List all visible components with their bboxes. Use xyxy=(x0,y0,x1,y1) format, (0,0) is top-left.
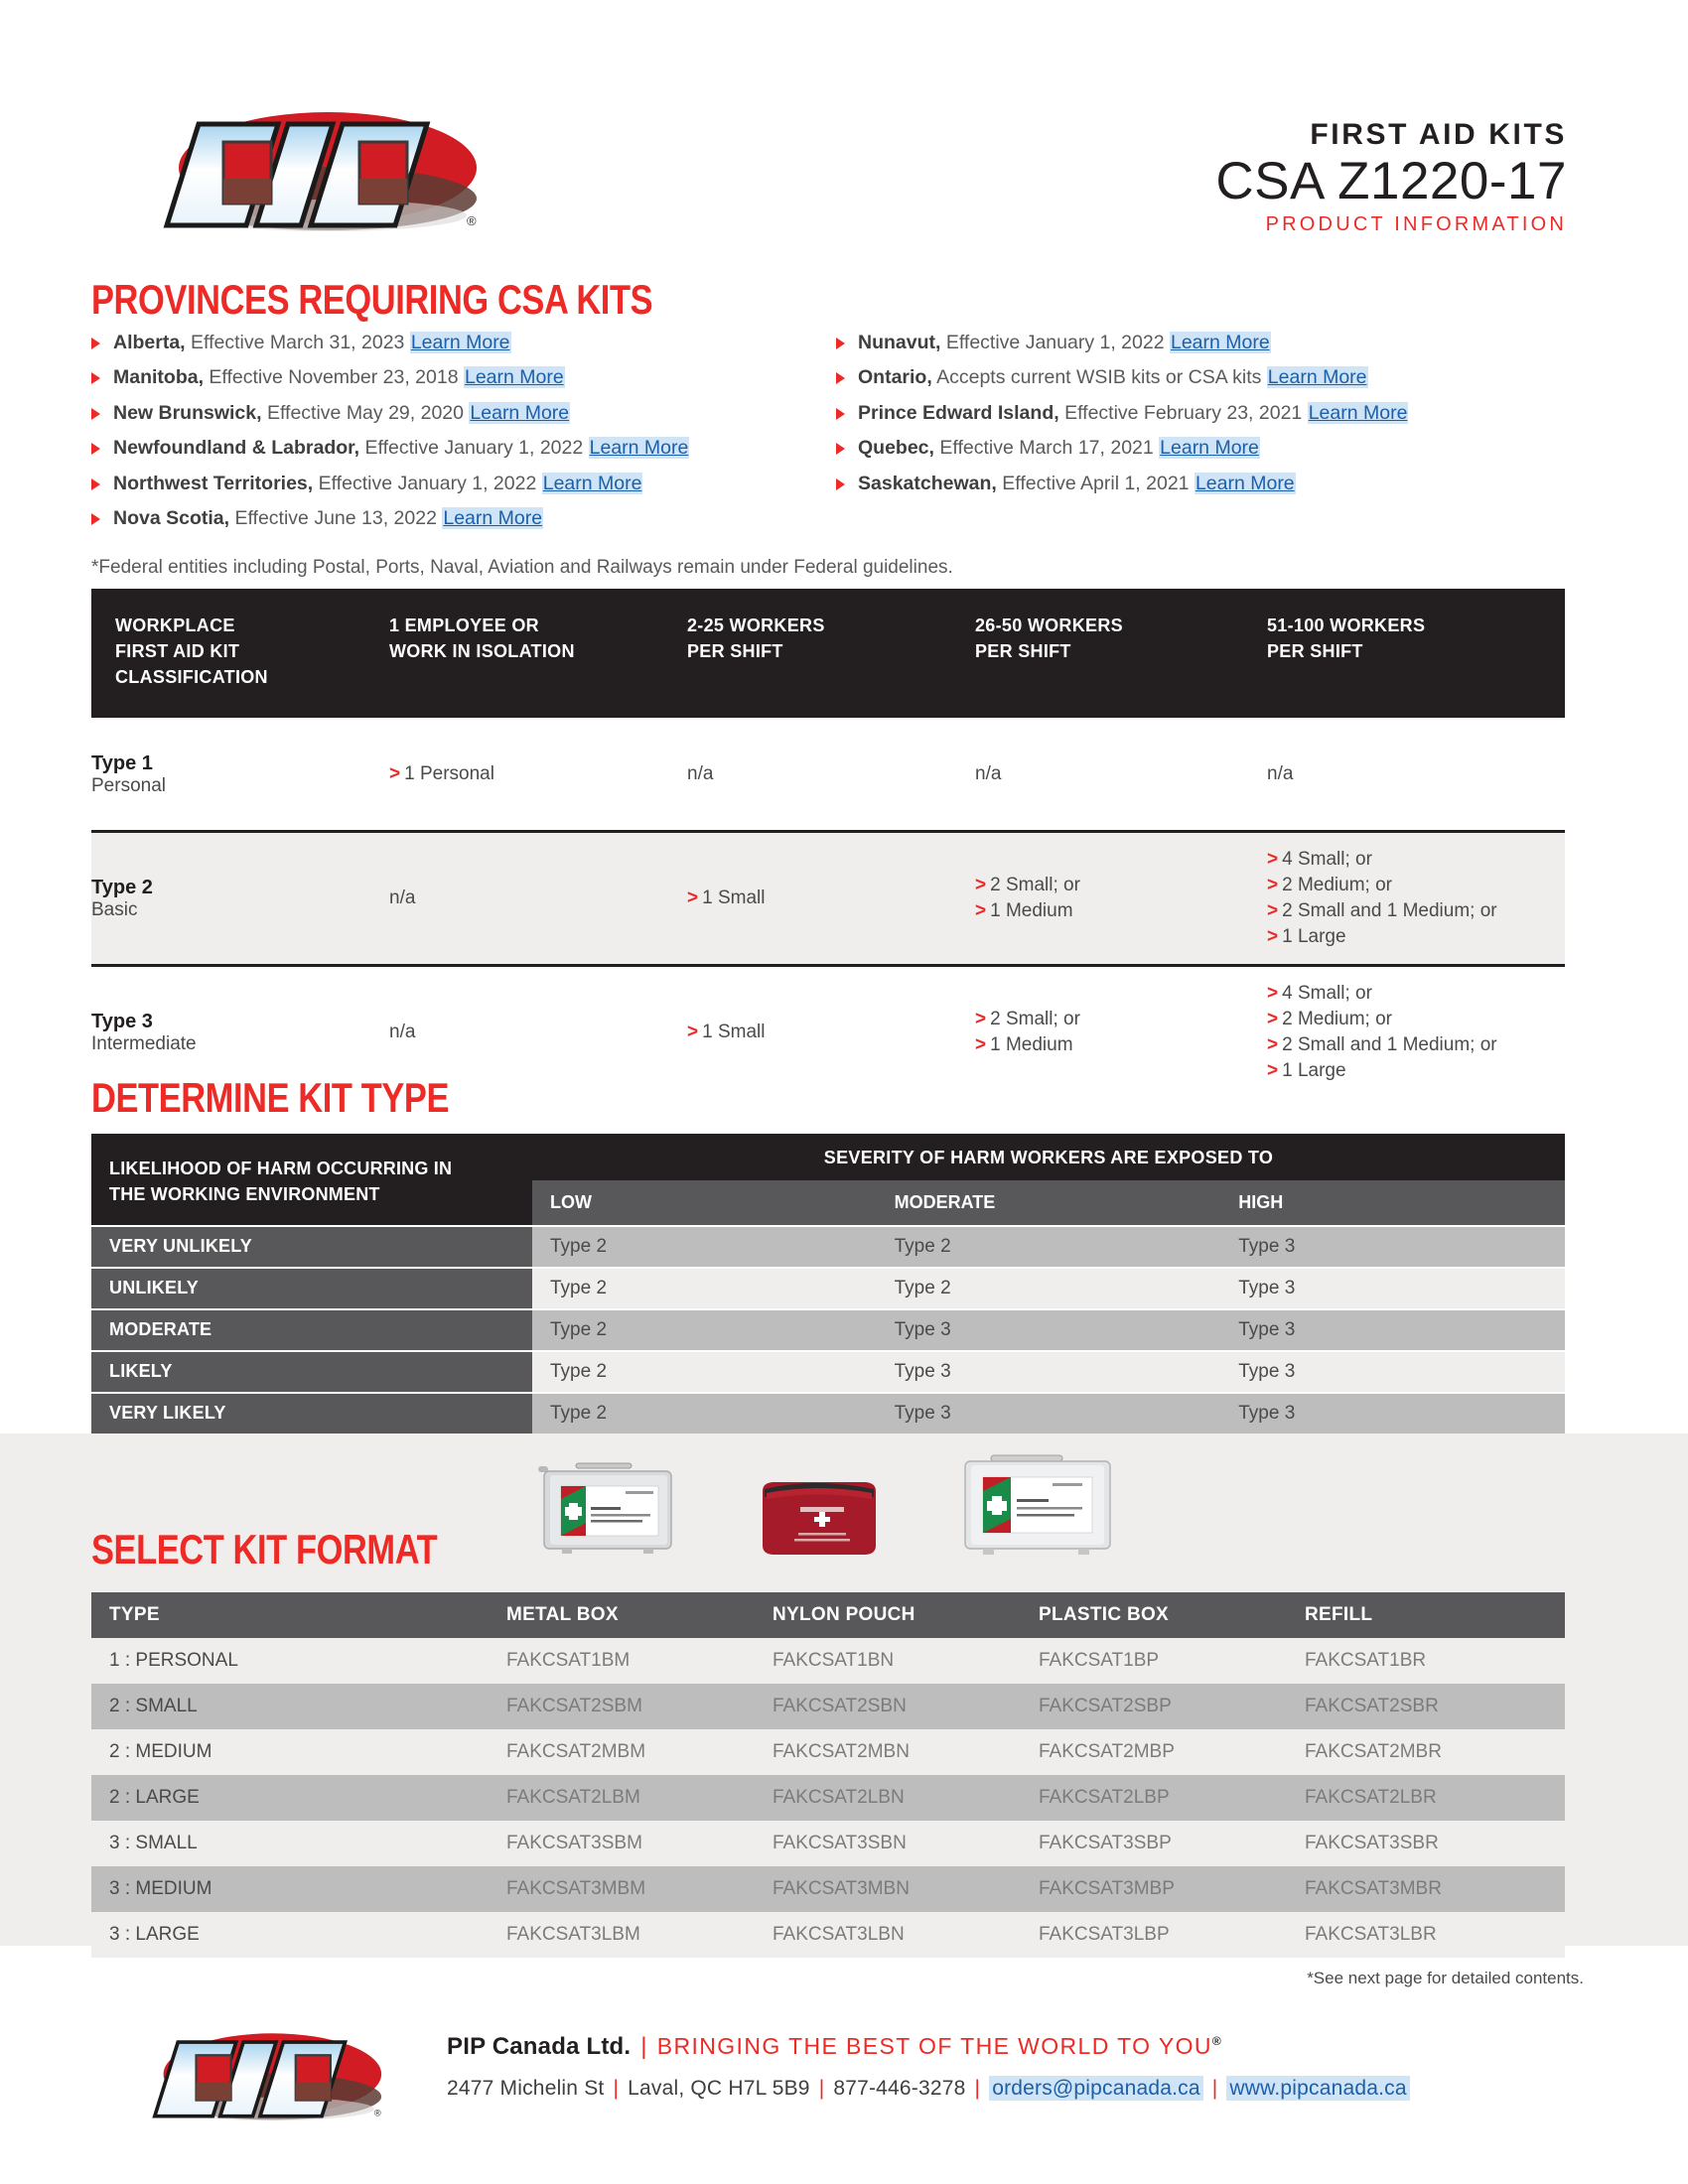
learn-more-link[interactable]: Learn More xyxy=(470,401,570,424)
cell-value: > 1 Large xyxy=(1267,926,1346,948)
cell-type: 3 : MEDIUM xyxy=(109,1878,212,1899)
cell-likelihood: UNLIKELY xyxy=(91,1269,532,1308)
province-text xyxy=(858,473,1296,494)
cell-1-employee xyxy=(389,748,687,801)
learn-more-link[interactable]: Learn More xyxy=(542,472,642,494)
cell-metal-box-sku: FAKCSAT2SBM xyxy=(506,1696,642,1716)
header-cell-26-50 xyxy=(975,613,1267,690)
footer-pip-logo xyxy=(127,2015,425,2134)
severity-values xyxy=(532,1227,1565,1267)
header-line: WORK IN ISOLATION xyxy=(389,641,575,662)
province-effective-date: Effective March 17, 2021 xyxy=(939,437,1154,460)
provinces-right-column xyxy=(836,332,1581,543)
classification-table-header xyxy=(91,589,1565,718)
cell-plastic-box-sku: FAKCSAT2SBP xyxy=(1039,1696,1172,1716)
header-cell-refill: REFILL xyxy=(1305,1604,1373,1625)
province-item xyxy=(91,437,836,459)
bullet-arrow-icon xyxy=(836,443,845,455)
learn-more-link[interactable]: Learn More xyxy=(443,507,543,530)
header-line: FIRST AID KIT xyxy=(115,641,240,662)
province-text xyxy=(113,437,689,459)
bullet-arrow-icon xyxy=(836,372,845,384)
province-name: Prince Edward Island, xyxy=(858,401,1059,424)
province-name: Northwest Territories, xyxy=(113,472,314,494)
table-row xyxy=(91,1684,1565,1729)
cell-nylon-pouch-sku: FAKCSAT1BN xyxy=(773,1650,895,1671)
cell-kit-type xyxy=(91,996,389,1069)
cell-1-employee xyxy=(389,1006,687,1059)
classification-table xyxy=(91,589,1565,1098)
cell-moderate: Type 2 xyxy=(894,1236,951,1258)
header-title-block xyxy=(1215,119,1567,236)
header-cell-51-100 xyxy=(1267,613,1565,690)
province-effective-date: Effective February 23, 2021 xyxy=(1064,401,1303,424)
province-item xyxy=(836,437,1581,459)
table-row xyxy=(91,1912,1565,1958)
cell-value: > 1 Personal xyxy=(389,762,494,784)
header-cell-1-employee xyxy=(389,613,687,690)
cell-metal-box-sku: FAKCSAT2MBM xyxy=(506,1741,646,1762)
kit-type-subtitle: Intermediate xyxy=(91,1033,197,1055)
cell-plastic-box-sku: FAKCSAT2MBP xyxy=(1039,1741,1175,1762)
table-row xyxy=(91,1352,1565,1392)
cell-value: > 1 Medium xyxy=(975,1034,1073,1056)
header-line: PER SHIFT xyxy=(687,641,783,662)
page-title: FIRST AID KITS xyxy=(1310,118,1567,151)
cell-high: Type 3 xyxy=(1238,1403,1296,1425)
province-item xyxy=(91,473,836,494)
province-name: Manitoba, xyxy=(113,366,204,389)
determine-table xyxy=(91,1134,1565,1433)
header-cell-2-25 xyxy=(687,613,975,690)
chevron-right-icon: > xyxy=(687,887,699,909)
cell-moderate: Type 3 xyxy=(894,1403,951,1425)
kit-type-subtitle: Basic xyxy=(91,899,138,921)
svg-text:®: ® xyxy=(373,2108,381,2119)
cell-value: > 2 Small; or xyxy=(975,875,1080,896)
plastic-box-image xyxy=(965,1455,1110,1555)
kit-type-subtitle: Personal xyxy=(91,774,166,796)
footer-city: Laval, QC H7L 5B9 xyxy=(628,2077,810,2100)
cell-26-50 xyxy=(975,993,1267,1072)
cell-plastic-box-sku: FAKCSAT2LBP xyxy=(1039,1787,1170,1808)
cell-value: n/a xyxy=(687,762,714,784)
chevron-right-icon: > xyxy=(1267,983,1279,1005)
determine-kit-type-section xyxy=(91,1074,1565,1433)
footer-company-line xyxy=(447,2033,1410,2061)
cell-type: 3 : SMALL xyxy=(109,1833,198,1853)
province-effective-date: Effective January 1, 2022 xyxy=(318,472,537,494)
header-line: PER SHIFT xyxy=(975,641,1071,662)
bullet-arrow-icon xyxy=(836,408,845,420)
cell-nylon-pouch-sku: FAKCSAT3MBN xyxy=(773,1878,910,1899)
cell-type: 2 : LARGE xyxy=(109,1787,200,1808)
province-text xyxy=(858,332,1271,353)
province-text xyxy=(858,437,1260,459)
cell-low: Type 2 xyxy=(550,1236,608,1258)
cell-metal-box-sku: FAKCSAT2LBM xyxy=(506,1787,640,1808)
bullet-arrow-icon xyxy=(91,478,100,490)
bullet-arrow-icon xyxy=(91,443,100,455)
severity-values xyxy=(532,1394,1565,1433)
severity-level-label: LOW xyxy=(550,1192,592,1212)
province-text xyxy=(858,366,1368,388)
product-photos-group xyxy=(516,1441,1172,1580)
footer-address: 2477 Michelin St xyxy=(447,2077,605,2100)
cell-low: Type 2 xyxy=(550,1403,608,1425)
cell-value: n/a xyxy=(389,887,416,909)
cell-2-25 xyxy=(687,1006,975,1059)
cell-51-100 xyxy=(1267,833,1565,964)
table-row xyxy=(91,1729,1565,1775)
cell-likelihood: VERY LIKELY xyxy=(91,1394,532,1433)
cell-type: 1 : PERSONAL xyxy=(109,1650,238,1671)
footer-email-link[interactable]: orders@pipcanada.ca xyxy=(989,2076,1203,2101)
cell-likelihood: VERY UNLIKELY xyxy=(91,1227,532,1267)
cell-high: Type 3 xyxy=(1238,1319,1296,1341)
likelihood-header-line1: LIKELIHOOD OF HARM OCCURRING IN xyxy=(109,1159,453,1178)
learn-more-link[interactable]: Learn More xyxy=(1160,437,1259,460)
cell-plastic-box-sku: FAKCSAT3SBP xyxy=(1039,1833,1172,1853)
footer-company-name: PIP Canada Ltd. xyxy=(447,2033,632,2060)
cell-metal-box-sku: FAKCSAT3MBM xyxy=(506,1878,646,1899)
province-text xyxy=(113,473,642,494)
cell-high: Type 3 xyxy=(1238,1278,1296,1299)
footer-tagline: BRINGING THE BEST OF THE WORLD TO YOU xyxy=(656,2033,1212,2059)
cell-26-50 xyxy=(975,859,1267,938)
province-text xyxy=(113,332,511,353)
cell-low: Type 2 xyxy=(550,1278,608,1299)
cell-2-25 xyxy=(687,872,975,925)
chevron-right-icon: > xyxy=(1267,900,1279,922)
cell-moderate: Type 2 xyxy=(894,1278,951,1299)
cell-nylon-pouch-sku: FAKCSAT2LBN xyxy=(773,1787,905,1808)
province-name: Nunavut, xyxy=(858,332,941,353)
cell-plastic-box-sku: FAKCSAT3MBP xyxy=(1039,1878,1175,1899)
province-name: Quebec, xyxy=(858,437,934,460)
determine-heading: DETERMINE KIT TYPE xyxy=(91,1074,450,1121)
cell-likelihood: MODERATE xyxy=(91,1310,532,1350)
province-effective-date: Effective April 1, 2021 xyxy=(1002,472,1190,494)
cell-nylon-pouch-sku: FAKCSAT3LBN xyxy=(773,1924,905,1945)
product-images xyxy=(516,1441,1172,1580)
province-item xyxy=(91,402,836,424)
cell-type: 2 : MEDIUM xyxy=(109,1741,212,1762)
footer-divider-3: | xyxy=(818,2077,825,2100)
chevron-right-icon: > xyxy=(389,762,401,784)
severity-values xyxy=(532,1310,1565,1350)
header-cell-plastic-box: PLASTIC BOX xyxy=(1039,1604,1170,1625)
footer-phone[interactable]: 877-446-3278 xyxy=(833,2077,966,2100)
cell-low: Type 2 xyxy=(550,1319,608,1341)
severity-levels-row xyxy=(532,1180,1565,1225)
provinces-left-column xyxy=(91,332,836,543)
classification-table-body xyxy=(91,718,1565,1098)
likelihood-header xyxy=(91,1134,532,1225)
cell-refill-sku: FAKCSAT2MBR xyxy=(1305,1741,1442,1762)
page-footer xyxy=(0,2003,1688,2152)
learn-more-link[interactable]: Learn More xyxy=(464,366,564,389)
cell-high: Type 3 xyxy=(1238,1236,1296,1258)
see-next-page-note: *See next page for detailed contents. xyxy=(1307,1969,1584,1987)
determine-table-body xyxy=(91,1227,1565,1433)
table-row xyxy=(91,718,1565,833)
severity-level-label: HIGH xyxy=(1238,1192,1284,1212)
cell-plastic-box-sku: FAKCSAT1BP xyxy=(1039,1650,1160,1671)
province-name: Newfoundland & Labrador, xyxy=(113,437,360,460)
chevron-right-icon: > xyxy=(975,1009,987,1030)
header-cell-metal-box: METAL BOX xyxy=(506,1604,619,1625)
provinces-columns xyxy=(91,332,1581,543)
cell-likelihood: LIKELY xyxy=(91,1352,532,1392)
province-effective-date: Effective May 29, 2020 xyxy=(266,401,464,424)
chevron-right-icon: > xyxy=(1267,1009,1279,1030)
chevron-right-icon: > xyxy=(687,1022,699,1043)
determine-table-header xyxy=(91,1134,1565,1225)
cell-refill-sku: FAKCSAT2LBR xyxy=(1305,1787,1437,1808)
severity-values xyxy=(532,1269,1565,1308)
learn-more-link[interactable]: Learn More xyxy=(1308,401,1408,424)
severity-header-block xyxy=(532,1134,1565,1225)
province-item xyxy=(91,332,836,353)
cell-51-100 xyxy=(1267,748,1565,801)
header-line: 26-50 WORKERS xyxy=(975,615,1123,635)
cell-high: Type 3 xyxy=(1238,1361,1296,1383)
metal-box-image xyxy=(538,1463,671,1554)
cell-value: n/a xyxy=(389,1022,416,1043)
cell-value: > 2 Small and 1 Medium; or xyxy=(1267,1034,1497,1056)
cell-value: n/a xyxy=(1267,762,1294,784)
header-line: 2-25 WORKERS xyxy=(687,615,825,635)
kit-type-label: Type 2 xyxy=(91,877,153,899)
table-row xyxy=(91,1310,1565,1350)
table-row xyxy=(91,1775,1565,1821)
severity-header: SEVERITY OF HARM WORKERS ARE EXPOSED TO xyxy=(532,1134,1565,1180)
kit-format-heading: SELECT KIT FORMAT xyxy=(91,1526,438,1572)
cell-type: 2 : SMALL xyxy=(109,1696,198,1716)
cell-value: > 2 Small and 1 Medium; or xyxy=(1267,900,1497,922)
province-effective-date: Effective November 23, 2018 xyxy=(209,366,459,389)
learn-more-link[interactable]: Learn More xyxy=(1170,332,1270,353)
cell-refill-sku: FAKCSAT3MBR xyxy=(1305,1878,1442,1899)
footer-divider-2: | xyxy=(613,2077,620,2100)
federal-footnote: *Federal entities including Postal, Ports, Naval, Aviation and Railways remain under Federal guidelines. xyxy=(91,556,953,578)
page-header xyxy=(0,0,1688,235)
cell-nylon-pouch-sku: FAKCSAT2SBN xyxy=(773,1696,907,1716)
cell-value: > 4 Small; or xyxy=(1267,849,1372,871)
bullet-arrow-icon xyxy=(91,513,100,525)
footer-address-line xyxy=(447,2077,1410,2101)
header-line: WORKPLACE xyxy=(115,615,235,635)
svg-text:®: ® xyxy=(467,213,477,228)
bullet-arrow-icon xyxy=(836,478,845,490)
cell-value: > 1 Large xyxy=(1267,1060,1346,1082)
cell-1-employee xyxy=(389,872,687,925)
province-effective-date: Effective March 31, 2023 xyxy=(191,332,405,353)
header-line: 51-100 WORKERS xyxy=(1267,615,1426,635)
cell-refill-sku: FAKCSAT3LBR xyxy=(1305,1924,1437,1945)
footer-website-link[interactable]: www.pipcanada.ca xyxy=(1226,2076,1409,2101)
chevron-right-icon: > xyxy=(1267,926,1279,948)
cell-plastic-box-sku: FAKCSAT3LBP xyxy=(1039,1924,1170,1945)
provinces-heading: PROVINCES REQUIRING CSA KITS xyxy=(91,276,653,323)
cell-value: > 2 Medium; or xyxy=(1267,875,1392,896)
learn-more-link[interactable]: Learn More xyxy=(589,437,689,460)
kit-format-table xyxy=(91,1592,1565,1958)
registered-mark-icon: ® xyxy=(1211,2034,1221,2048)
cell-refill-sku: FAKCSAT3SBR xyxy=(1305,1833,1439,1853)
learn-more-link[interactable]: Learn More xyxy=(1195,472,1295,494)
bullet-arrow-icon xyxy=(91,372,100,384)
pip-logo xyxy=(129,104,536,233)
province-effective-date: Effective January 1, 2022 xyxy=(364,437,584,460)
cell-value: > 2 Small; or xyxy=(975,1009,1080,1030)
footer-divider-5: | xyxy=(1211,2077,1218,2100)
cell-metal-box-sku: FAKCSAT3LBM xyxy=(506,1924,640,1945)
learn-more-link[interactable]: Learn More xyxy=(1267,366,1367,389)
page-subtitle: PRODUCT INFORMATION xyxy=(1265,212,1567,235)
cell-kit-type xyxy=(91,862,389,935)
province-effective-date: Accepts current WSIB kits or CSA kits xyxy=(936,366,1262,389)
province-name: Alberta, xyxy=(113,332,186,353)
cell-value: > 1 Small xyxy=(687,887,766,909)
footer-divider-1: | xyxy=(640,2033,647,2060)
footer-contact-block xyxy=(447,2033,1410,2101)
province-name: Saskatchewan, xyxy=(858,472,997,494)
table-row xyxy=(91,1638,1565,1684)
province-text xyxy=(113,402,570,424)
province-item xyxy=(836,332,1581,353)
cell-refill-sku: FAKCSAT2SBR xyxy=(1305,1696,1439,1716)
chevron-right-icon: > xyxy=(1267,849,1279,871)
cell-value: > 1 Medium xyxy=(975,900,1073,922)
kit-format-table-header xyxy=(91,1592,1565,1638)
cell-kit-type xyxy=(91,738,389,811)
table-row xyxy=(91,1866,1565,1912)
table-row xyxy=(91,1269,1565,1308)
kit-type-label: Type 3 xyxy=(91,1011,153,1033)
cell-value: > 2 Medium; or xyxy=(1267,1009,1392,1030)
header-line: 1 EMPLOYEE OR xyxy=(389,615,539,635)
cell-moderate: Type 3 xyxy=(894,1319,951,1341)
pip-logo-icon xyxy=(129,104,536,233)
chevron-right-icon: > xyxy=(975,875,987,896)
kit-format-table-body xyxy=(91,1638,1565,1958)
bullet-arrow-icon xyxy=(91,408,100,420)
cell-nylon-pouch-sku: FAKCSAT2MBN xyxy=(773,1741,910,1762)
chevron-right-icon: > xyxy=(1267,1060,1279,1082)
kit-type-label: Type 1 xyxy=(91,751,153,774)
province-text xyxy=(858,402,1408,424)
province-name: Nova Scotia, xyxy=(113,507,230,530)
chevron-right-icon: > xyxy=(975,1034,987,1056)
cell-value: > 1 Small xyxy=(687,1022,766,1043)
province-item xyxy=(836,366,1581,388)
header-line: CLASSIFICATION xyxy=(115,667,268,688)
cell-value: n/a xyxy=(975,762,1002,784)
severity-level-label: MODERATE xyxy=(894,1192,996,1212)
table-row xyxy=(91,1394,1565,1433)
severity-values xyxy=(532,1352,1565,1392)
province-name: Ontario, xyxy=(858,366,932,389)
nylon-pouch-image xyxy=(763,1482,876,1555)
footer-pip-logo-icon xyxy=(127,2015,425,2134)
province-item xyxy=(836,473,1581,494)
cell-refill-sku: FAKCSAT1BR xyxy=(1305,1650,1427,1671)
cell-26-50 xyxy=(975,748,1267,801)
header-line: PER SHIFT xyxy=(1267,641,1363,662)
cell-2-25 xyxy=(687,748,975,801)
table-row xyxy=(91,833,1565,967)
header-cell-type: TYPE xyxy=(109,1604,160,1625)
cell-moderate: Type 3 xyxy=(894,1361,951,1383)
bullet-arrow-icon xyxy=(91,338,100,349)
province-text xyxy=(113,507,543,529)
cell-metal-box-sku: FAKCSAT3SBM xyxy=(506,1833,642,1853)
chevron-right-icon: > xyxy=(975,900,987,922)
standard-title: CSA Z1220-17 xyxy=(1215,151,1567,210)
chevron-right-icon: > xyxy=(1267,875,1279,896)
header-cell-classification xyxy=(91,613,389,690)
learn-more-link[interactable]: Learn More xyxy=(410,332,510,353)
cell-low: Type 2 xyxy=(550,1361,608,1383)
cell-type: 3 : LARGE xyxy=(109,1924,200,1945)
province-item xyxy=(836,402,1581,424)
province-item xyxy=(91,507,836,529)
province-effective-date: Effective June 13, 2022 xyxy=(234,507,437,530)
table-row xyxy=(91,1227,1565,1267)
table-row xyxy=(91,1821,1565,1866)
province-name: New Brunswick, xyxy=(113,401,262,424)
footer-divider-4: | xyxy=(974,2077,981,2100)
chevron-right-icon: > xyxy=(1267,1034,1279,1056)
cell-metal-box-sku: FAKCSAT1BM xyxy=(506,1650,631,1671)
cell-nylon-pouch-sku: FAKCSAT3SBN xyxy=(773,1833,907,1853)
province-item xyxy=(91,366,836,388)
likelihood-header-line2: THE WORKING ENVIRONMENT xyxy=(109,1184,380,1205)
provinces-section xyxy=(91,276,1581,579)
header-cell-nylon-pouch: NYLON POUCH xyxy=(773,1604,915,1625)
province-text xyxy=(113,366,565,388)
cell-value: > 4 Small; or xyxy=(1267,983,1372,1005)
bullet-arrow-icon xyxy=(836,338,845,349)
province-effective-date: Effective January 1, 2022 xyxy=(945,332,1165,353)
